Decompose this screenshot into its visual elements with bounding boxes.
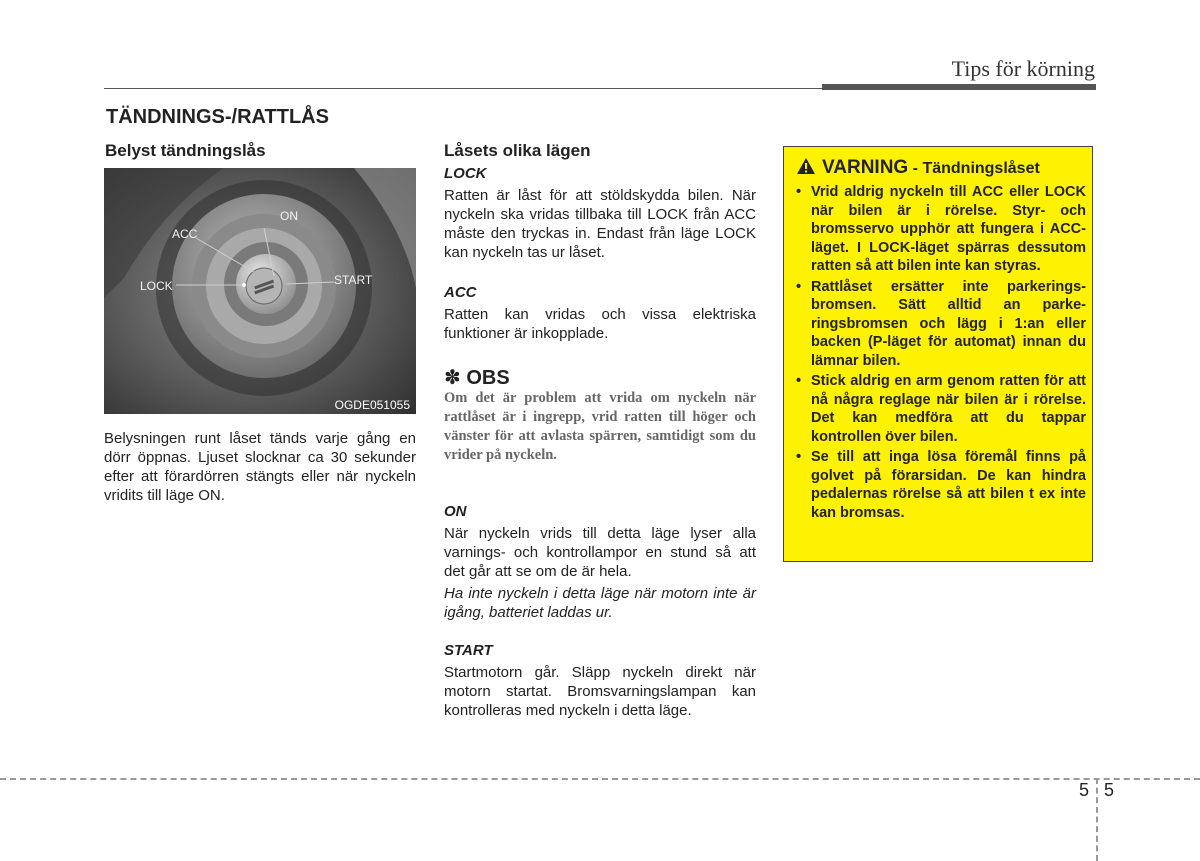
lock-mode-label: LOCK [444, 165, 487, 182]
obs-text: Om det är problem att vrida om nyckeln när rattlåset är i ingrepp, vrid ratten till höger och vänster för att avlasta spärren, samtidigt som du vrider på nyckeln. [444, 390, 756, 463]
lock-mode-text: Ratten är låst för att stöldskydda bilen. När nyckeln ska vridas tillbaka till LOCK från ACC måste den tryckas in. Endast från läge LOCK kan nyckeln tas ur låset. [444, 187, 756, 261]
position-label-start: START [334, 273, 373, 287]
on-mode-text: När nyckeln vrids till detta läge lyser alla varnings- och kontrollampor en stund så att det går att se om de är hela. [444, 525, 756, 580]
on-mode-note: Ha inte nyckeln i detta läge när motorn inte är igång, batteriet laddas ur. [444, 585, 756, 621]
ignition-lock-photo [104, 168, 416, 414]
lock-positions-heading: Låsets olika lägen [444, 141, 591, 160]
position-label-acc: ACC [172, 227, 198, 241]
footer-rule [0, 778, 1200, 780]
illumination-paragraph: Belysningen runt låset tänds varje gång en dörr öppnas. Ljuset slocknar ca 30 sekunder efter att förardörren stängts eller när nyckeln vridits till läge ON. [104, 430, 416, 504]
position-label-on: ON [280, 209, 298, 223]
acc-mode-label: ACC [444, 284, 477, 301]
on-mode-label: ON [444, 503, 467, 520]
start-mode-label: START [444, 642, 493, 659]
acc-mode-text: Ratten kan vridas och vissa elektriska funktioner är inkopplade. [444, 306, 756, 342]
warning-title: VARNING [822, 157, 909, 178]
bullet: • [796, 373, 802, 389]
position-label-lock: LOCK [140, 279, 173, 293]
footer-divider [1096, 778, 1098, 861]
bullet: • [796, 184, 802, 200]
header-rule-accent [822, 84, 1096, 90]
warning-list [792, 183, 1086, 524]
section-title: TÄNDNINGS-/RATTLÅS [106, 106, 329, 128]
page-number: 5 [1104, 780, 1115, 800]
start-mode-text: Startmotorn går. Släpp nyckeln direkt när motorn startat. Bromsvarningslampan kan kontrolleras med nyckeln i detta läge. [444, 664, 756, 719]
photo-code: OGDE051055 [334, 398, 410, 412]
warning-item: • Rattlåset ersätter inte parkerings-bromsen. Sätt alltid an parke-ringsbromsen och lägg i 1:an eller backen (P-läget för automat) innan du lämnar bilen. [796, 278, 1086, 369]
bullet: • [796, 449, 802, 465]
bullet: • [796, 278, 802, 295]
warning-box [783, 146, 1093, 562]
warning-triangle-icon [796, 157, 816, 180]
obs-title: ✽ OBS [444, 367, 510, 389]
running-header: Tips för körning [951, 56, 1095, 81]
warning-item: • Stick aldrig en arm genom ratten för att nå några reglage när bilen är i rörelse. Det kan medföra att du tappar kontrollen över bilen. [796, 373, 1086, 445]
warning-subtitle: - Tändningslåset [912, 160, 1040, 177]
warning-item: • Vrid aldrig nyckeln till ACC eller LOCK när bilen är i rörelse. Styr- och bromsservo upphör att fungera i ACC-läget. I LOCK-läget spärras dessutom ratten så att bilen inte kan styras. [796, 184, 1086, 274]
illuminated-lock-heading: Belyst tändningslås [105, 141, 266, 160]
warning-item: • Se till att inga lösa föremål finns på golvet på förarsidan. De kan hindra pedalernas rörelse så att bilen t ex inte kan bromsas. [796, 449, 1086, 521]
warning-heading [796, 157, 1040, 180]
chapter-number: 5 [1079, 780, 1090, 800]
